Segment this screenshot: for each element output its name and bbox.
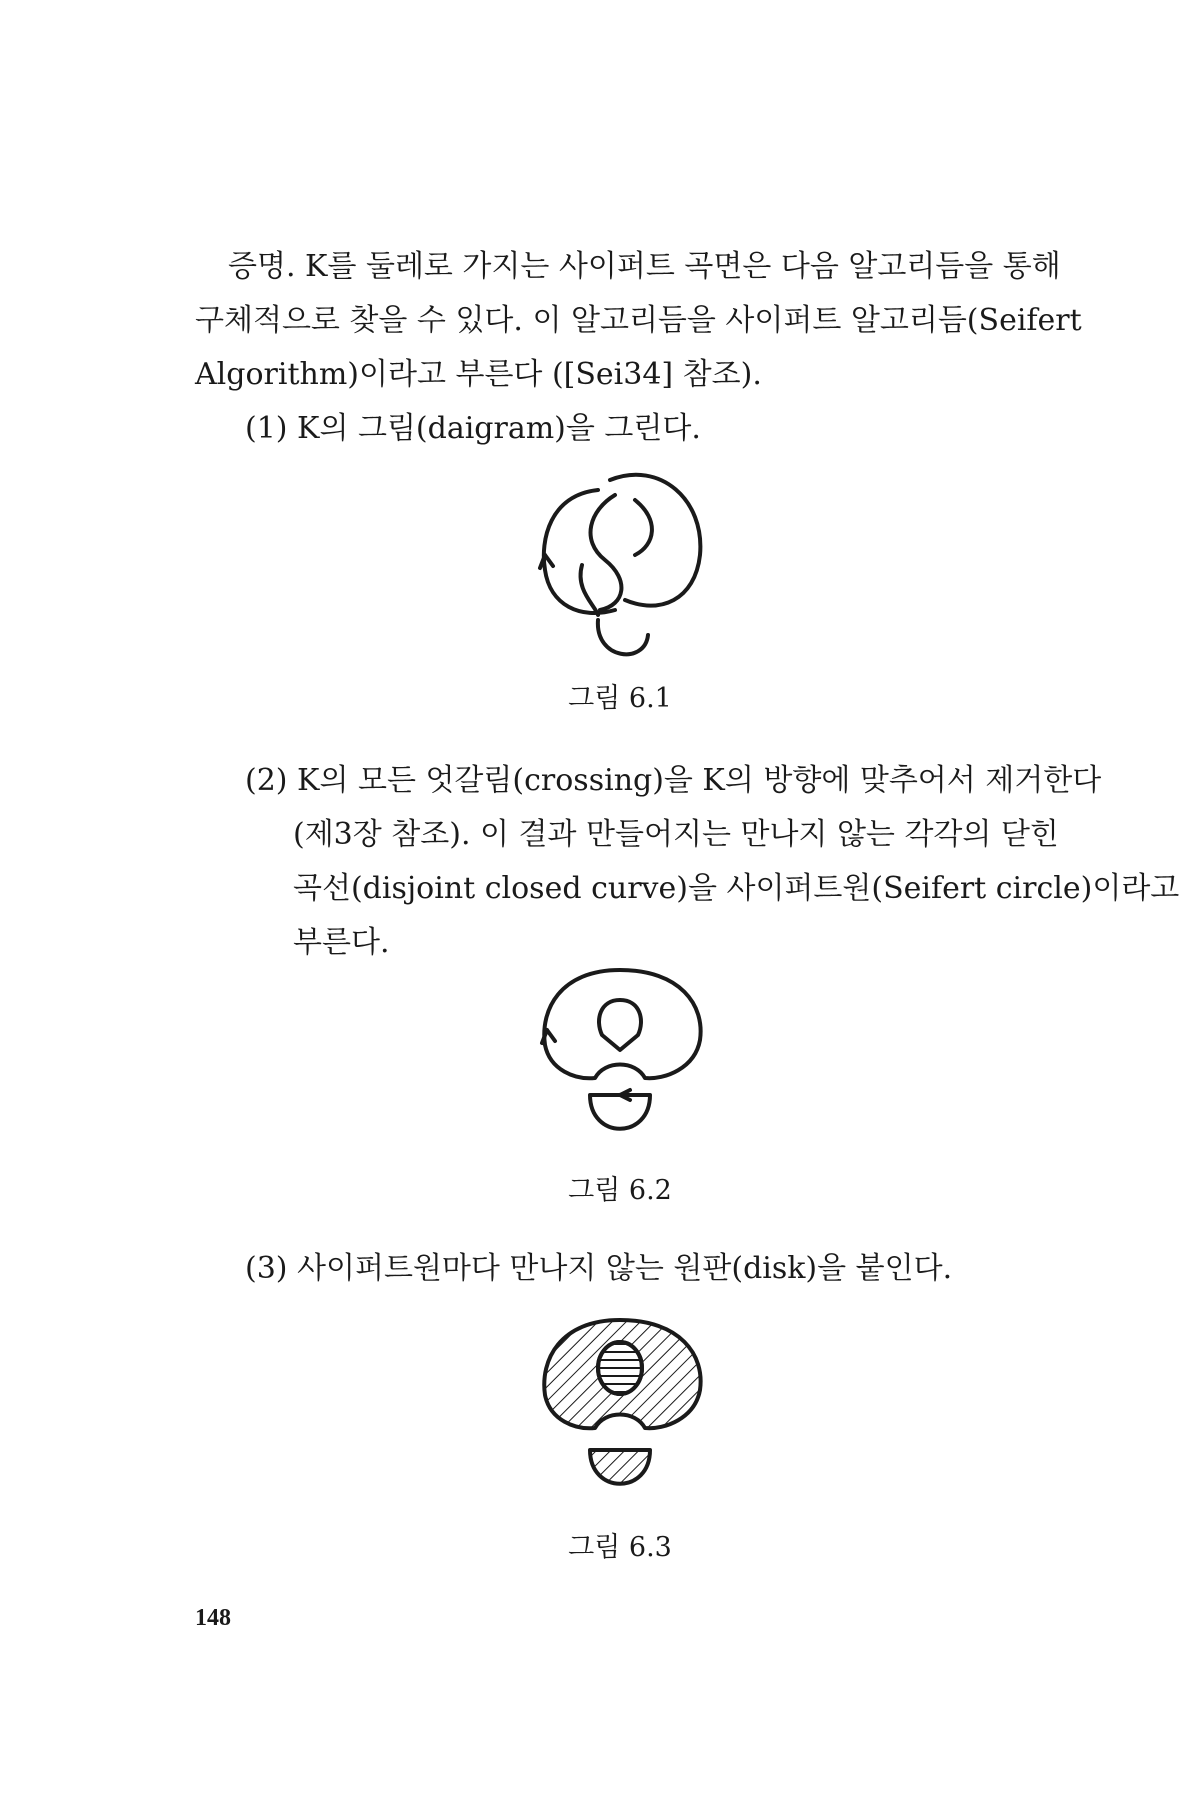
- proof-line-2: 구체적으로 찾을 수 있다. 이 알고리듬을 사이퍼트 알고리듬(Seifert: [195, 303, 1082, 338]
- step-1-text: (1) K의 그림(daigram)을 그린다.: [245, 411, 701, 446]
- figure-6-1-knot-diagram: [520, 460, 720, 680]
- figure-6-2-caption: 그림 6.2: [568, 1175, 672, 1206]
- figure-6-1-caption: 그림 6.1: [568, 683, 672, 714]
- step-2-line-2: (제3장 참조). 이 결과 만들어지는 만나지 않는 각각의 닫힌: [293, 817, 1059, 852]
- step-2-line-1: (2) K의 모든 엇갈림(crossing)을 K의 방향에 맞추어서 제거한다: [245, 763, 1102, 798]
- figure-6-2-seifert-circles: [520, 950, 720, 1150]
- page-number: 148: [195, 1605, 231, 1631]
- proof-line-1: 증명. K를 둘레로 가지는 사이퍼트 곡면은 다음 알고리듬을 통해: [228, 249, 1061, 284]
- step-2-line-3: 곡선(disjoint closed curve)을 사이퍼트원(Seifert circle)이라고: [293, 871, 1180, 906]
- step-3-text: (3) 사이퍼트원마다 만나지 않는 원판(disk)을 붙인다.: [245, 1251, 953, 1286]
- figure-6-3-seifert-disks: [520, 1300, 720, 1520]
- proof-line-3: Algorithm)이라고 부른다 ([Sei34] 참조).: [195, 357, 762, 392]
- step-2-line-4: 부른다.: [293, 925, 390, 960]
- figure-6-3-caption: 그림 6.3: [568, 1532, 672, 1563]
